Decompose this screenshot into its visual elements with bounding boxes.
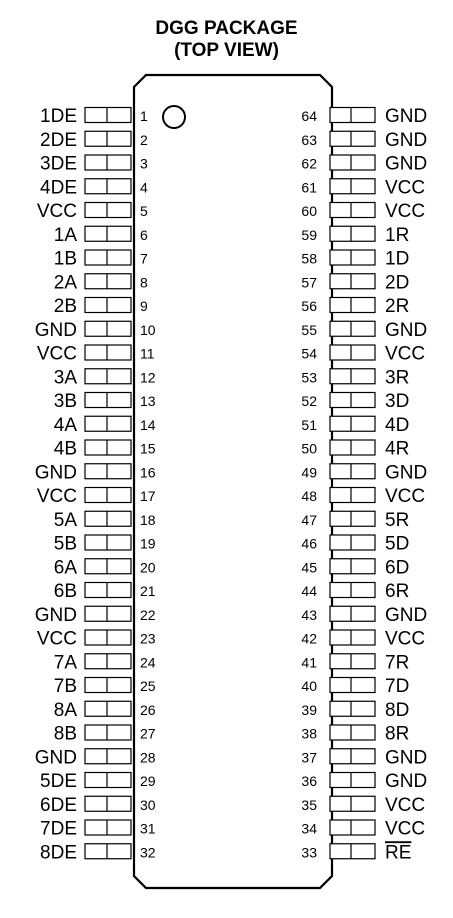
pin-lead: [330, 274, 375, 289]
pin-lead: [330, 773, 375, 788]
pin-label: GND: [385, 106, 428, 127]
pin-label: GND: [34, 747, 77, 769]
pin-number: 33: [301, 844, 317, 861]
pin-lead: [85, 226, 131, 241]
pin-label: 2B: [53, 296, 77, 317]
pin-lead: [330, 369, 375, 384]
pin-label: 6D: [385, 557, 410, 579]
pin-number: 51: [301, 416, 317, 433]
pin-number: 61: [301, 179, 317, 196]
pin-13: [54, 391, 156, 412]
pin-lead: [330, 701, 375, 716]
pin-lead: [330, 393, 375, 408]
pin-label: 6A: [53, 557, 77, 579]
pin-lead: [330, 630, 375, 645]
pin-number: 32: [140, 844, 156, 861]
pin-15: [54, 439, 156, 460]
pin-number: 62: [301, 155, 317, 172]
pin-label: 7DE: [40, 818, 77, 840]
pin-lead: [330, 203, 375, 218]
pin-label: 5A: [53, 509, 77, 531]
pin-lead: [85, 725, 131, 740]
pin-lead: [85, 393, 131, 408]
pin-lead: [85, 274, 131, 289]
pin-number: 36: [301, 773, 317, 789]
pin-number: 25: [140, 678, 156, 694]
pin-lead: [85, 630, 131, 645]
pin-2: [40, 130, 148, 151]
pin-number: 43: [301, 606, 317, 623]
pin-label: VCC: [36, 343, 77, 365]
pin-label: GND: [385, 153, 428, 175]
pin-lead: [330, 131, 375, 146]
pin-number: 34: [301, 820, 317, 837]
pin-lead: [85, 820, 131, 835]
pin-lead: [330, 535, 375, 550]
pin-label: VCC: [385, 177, 426, 199]
pin-label: RE: [385, 842, 412, 864]
pin-lead: [330, 559, 375, 574]
pin-3: [40, 154, 148, 175]
pin-lead: [330, 250, 375, 265]
pin-number: 42: [301, 630, 317, 647]
pin-label: 6DE: [40, 794, 77, 816]
pin-label: 5R: [385, 509, 410, 531]
pin-number: 22: [140, 606, 156, 623]
pin-lead: [85, 131, 131, 146]
pin-label: 3B: [53, 391, 77, 412]
pin-label: VCC: [385, 794, 426, 816]
pin-number: 37: [301, 749, 317, 766]
pin-lead: [330, 298, 375, 313]
package-body: [134, 75, 332, 888]
pin-lead: [330, 820, 375, 835]
pin-number: 7: [140, 250, 148, 267]
pin-lead: [85, 583, 131, 598]
pin-lead: [85, 844, 131, 859]
pin-number: 16: [140, 464, 156, 481]
pin-number: 53: [301, 369, 317, 386]
pin-label: 1R: [385, 224, 410, 246]
pin-lead: [85, 701, 131, 716]
pin-number: 38: [301, 725, 317, 742]
pin-lead: [330, 511, 375, 526]
pin-20: [54, 557, 156, 578]
pin-number: 4: [140, 179, 148, 196]
pin-number: 64: [301, 108, 317, 124]
pin-lead: [85, 535, 131, 550]
pin-lead: [330, 725, 375, 740]
pin-number: 8: [140, 274, 148, 291]
pin-label: 1DE: [40, 106, 77, 127]
pin-lead: [330, 416, 375, 431]
pin-lead: [85, 179, 131, 194]
pin-label: 4R: [385, 438, 410, 460]
pin-25: [54, 676, 156, 697]
pin-label: 4A: [53, 414, 77, 436]
pin-number: 26: [140, 701, 156, 718]
pin-label: GND: [34, 319, 77, 341]
pin-label: VCC: [385, 343, 426, 365]
pin-number: 59: [301, 226, 317, 243]
pin-label: 8A: [53, 699, 77, 721]
pin-number: 41: [301, 654, 317, 671]
pin-number: 57: [301, 274, 317, 291]
pin-number: 5: [140, 203, 148, 219]
pin-lead: [330, 796, 375, 811]
pin-label: GND: [385, 604, 428, 626]
pin-number: 31: [140, 820, 156, 837]
pin-label: 4DE: [40, 177, 77, 199]
pin-lead: [330, 844, 375, 859]
pin-label: VCC: [36, 628, 77, 650]
pin-number: 24: [140, 654, 156, 671]
pin-label: VCC: [385, 628, 426, 650]
pin-number: 21: [140, 583, 156, 599]
pin-number: 47: [301, 511, 317, 528]
pin-label: 2A: [53, 272, 77, 294]
pin-14: [54, 415, 156, 436]
pin-label: 7B: [53, 676, 77, 697]
pin-number: 13: [140, 393, 156, 409]
pin-number: 60: [301, 203, 317, 219]
pin-label: 1A: [53, 224, 77, 246]
pin-number: 19: [140, 535, 156, 552]
pin-label: 1B: [53, 248, 77, 270]
pin-number: 28: [140, 749, 156, 766]
pin-label: 5D: [385, 533, 410, 555]
pin-19: [54, 534, 156, 555]
pin-number: 48: [301, 488, 317, 504]
pin-label: GND: [385, 771, 428, 792]
pin-label: 3R: [385, 367, 410, 389]
pin-label: 4B: [53, 438, 77, 460]
pin-number: 10: [140, 321, 156, 338]
pin-label: 8DE: [40, 842, 77, 864]
pin-label: 3A: [53, 367, 77, 389]
pin-label: 5B: [53, 533, 77, 555]
pin-label: 3DE: [40, 153, 77, 175]
pin-label: GND: [385, 319, 428, 341]
pin-label: 2DE: [40, 129, 77, 151]
pin-label: VCC: [385, 818, 426, 840]
pin-number: 46: [301, 535, 317, 552]
pin-label: GND: [34, 604, 77, 626]
pin-lead: [85, 440, 131, 455]
pin-number: 23: [140, 630, 156, 647]
view-subtitle: (TOP VIEW): [174, 40, 279, 61]
pin-lead: [85, 654, 131, 669]
pin-5: [37, 201, 148, 222]
pin-number: 49: [301, 464, 317, 481]
pin-lead: [85, 298, 131, 313]
pin-27: [54, 724, 156, 745]
pin-lead: [85, 606, 131, 621]
pin-number: 14: [140, 416, 156, 433]
pin-21: [54, 581, 156, 602]
pin-lead: [85, 345, 131, 360]
pin-number: 55: [301, 321, 317, 338]
pin-lead: [330, 179, 375, 194]
pin-label: VCC: [385, 201, 426, 222]
pin-lead: [85, 559, 131, 574]
pin-lead: [85, 488, 131, 503]
pin-label: VCC: [36, 201, 77, 222]
pin-label: 7A: [53, 652, 77, 674]
pin-number: 12: [140, 369, 156, 386]
pin-number: 2: [140, 131, 148, 148]
pin-18: [54, 510, 156, 531]
pin-label: 4D: [385, 414, 410, 436]
pin-lead: [330, 108, 375, 123]
pin-12: [54, 367, 156, 388]
pin-lead: [85, 321, 131, 336]
pin-lead: [85, 796, 131, 811]
pin-number: 20: [140, 559, 156, 576]
pin-lead: [330, 749, 375, 764]
pin-lead: [85, 464, 131, 479]
pin-lead: [85, 155, 131, 170]
pin-label: GND: [385, 129, 428, 151]
pin-label: GND: [34, 462, 77, 484]
pin-label: 2R: [385, 296, 410, 317]
pin-number: 45: [301, 559, 317, 576]
pin-lead: [85, 416, 131, 431]
pin-lead: [85, 369, 131, 384]
pin-lead: [85, 773, 131, 788]
pin-number: 18: [140, 511, 156, 528]
pin-label: 7R: [385, 652, 410, 674]
pin-label: 8R: [385, 723, 410, 745]
pin-lead: [330, 345, 375, 360]
pin-number: 9: [140, 298, 148, 314]
pin-number: 44: [301, 583, 317, 599]
pin-number: 56: [301, 298, 317, 314]
pin-number: 6: [140, 226, 148, 243]
pin-number: 30: [140, 796, 156, 813]
pin-number: 3: [140, 155, 148, 172]
pin-lead: [85, 203, 131, 218]
pin-number: 1: [140, 108, 148, 124]
pin-lead: [330, 226, 375, 241]
pin-24: [54, 652, 156, 673]
pin-label: 6B: [53, 581, 77, 602]
pin-number: 35: [301, 796, 317, 813]
pin-number: 27: [140, 725, 156, 742]
pin-number: 58: [301, 250, 317, 267]
pin-lead: [85, 511, 131, 526]
pin-lead: [85, 678, 131, 693]
pin-lead: [330, 440, 375, 455]
pin-label: 8D: [385, 699, 410, 721]
pin-number: 40: [301, 678, 317, 694]
pin-1: [40, 106, 148, 127]
pin-lead: [85, 749, 131, 764]
pin-label: 2D: [385, 272, 410, 294]
pin-number: 11: [140, 345, 155, 362]
pin-lead: [330, 488, 375, 503]
pin-label: VCC: [36, 486, 77, 507]
pin-lead: [330, 606, 375, 621]
pin-label: 7D: [385, 676, 410, 697]
pin-number: 54: [301, 345, 317, 362]
pin-26: [54, 700, 156, 721]
pin-label: VCC: [385, 486, 426, 507]
pin-4: [40, 177, 148, 198]
pin-number: 52: [301, 393, 317, 409]
pin-lead: [85, 250, 131, 265]
pin-label: 5DE: [40, 771, 77, 792]
pin-lead: [330, 678, 375, 693]
pin-label: 6R: [385, 581, 410, 602]
pin-number: 39: [301, 701, 317, 718]
pin-number: 29: [140, 773, 156, 789]
pin-lead: [330, 654, 375, 669]
pin-number: 17: [140, 488, 156, 504]
pin-label: GND: [385, 747, 428, 769]
pin-label: 1D: [385, 248, 410, 270]
pin-number: 63: [301, 131, 317, 148]
pin-lead: [85, 108, 131, 123]
pin-label: 3D: [385, 391, 410, 412]
package-title: DGG PACKAGE: [155, 18, 298, 39]
pin-number: 50: [301, 440, 317, 457]
pin-lead: [330, 155, 375, 170]
pin-lead: [330, 583, 375, 598]
pin-label: GND: [385, 462, 428, 484]
pin-lead: [330, 464, 375, 479]
pin-label: 8B: [53, 723, 77, 745]
pin-lead: [330, 321, 375, 336]
pin-number: 15: [140, 440, 156, 457]
